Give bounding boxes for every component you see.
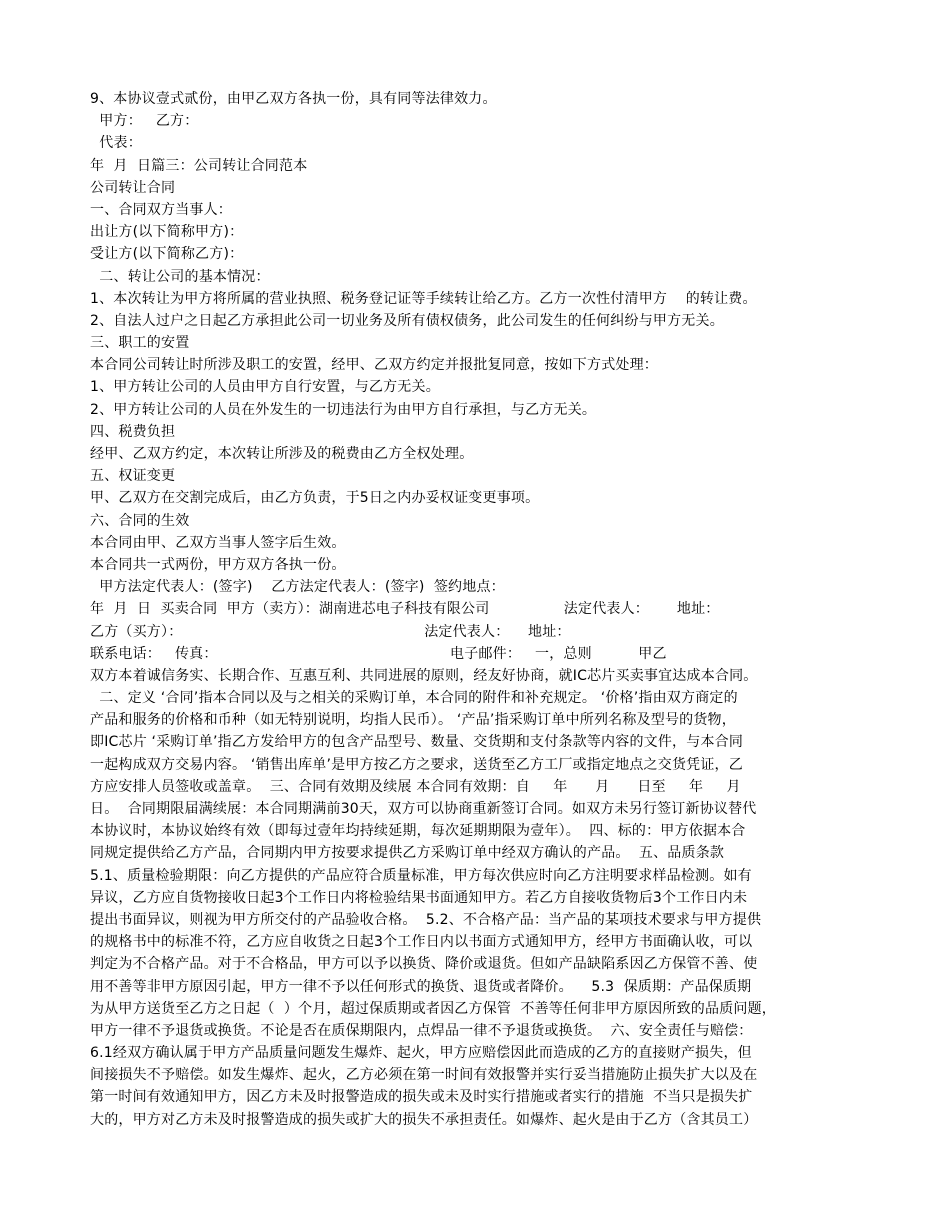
text-line: 为从甲方送货至乙方之日起（ ）个月，超过保质期或者因乙方保管 不善等任何非甲方原因所致的品质问题，: [90, 1000, 776, 1017]
text-line: 双方本着诚信务实、长期合作、互惠互利、共同进展的原则，经友好协商，就IC芯片买卖事宜达成本合同。: [90, 667, 758, 684]
text-line: 甲方一律不予退货或换货。不论是否在质保期限内，点焊品一律不予退货或换货。 六、安全责任与赔偿：: [90, 1022, 753, 1039]
text-line: 六、合同的生效: [90, 512, 190, 529]
text-line: 本合同共一式两份，甲方双方各执一份。: [90, 556, 346, 573]
text-line: 即IC芯片 ‘采购订单’指乙方发给甲方的包含产品型号、数量、交货期和支付条款等内容的文件，与本合同: [90, 734, 744, 751]
text-line: 本合同由甲、乙双方当事人签字后生效。: [90, 534, 346, 551]
text-line: 受让方(以下简称乙方)：: [90, 246, 244, 263]
text-line: 5.1、质量检验期限：向乙方提供的产品应符合质量标准，甲方每次供应时向乙方注明要求样品检测。如有: [90, 867, 752, 884]
text-line: 一起构成双方交易内容。 ‘销售出库单’是甲方按乙方之要求，送货至乙方工厂或指定地点之交货凭证，乙: [90, 756, 743, 773]
text-line: 二、定义 ‘合同’指本合同以及与之相关的采购订单，本合同的附件和补充规定。 ‘价格’指由双方商定的: [90, 690, 738, 707]
text-line: 方应安排人员签收或盖章。 三、合同有效期及续展 本合同有效期：自 年 月 日至 年 月: [90, 778, 741, 795]
text-line: 异议，乙方应自货物接收日起3个工作日内将检验结果书面通知甲方。若乙方自接收货物后3个工作日内未: [90, 889, 748, 906]
text-line: 出让方(以下简称甲方)：: [90, 224, 244, 241]
text-line: 本协议时，本协议始终有效（即每过壹年均持续延期，每次延期期限为壹年）。 四、标的：甲方依据本合: [90, 823, 746, 840]
text-line: 的规格书中的标准不符，乙方应自收货之日起3个工作日内以书面方式通知甲方，经甲方书面确认收，可以: [90, 934, 753, 951]
text-line: 1、甲方转让公司的人员由甲方自行安置，与乙方无关。: [90, 379, 440, 396]
text-line: 产品和服务的价格和币种（如无特别说明，均指人民币）。 ‘产品’指采购订单中所列名称及型号的货物，: [90, 712, 736, 729]
text-line: 同规定提供给乙方产品，合同期内甲方按要求提供乙方采购订单中经双方确认的产品。 五、品质条款: [90, 845, 725, 862]
text-line: 一、合同双方当事人：: [90, 201, 232, 218]
text-line: 2、自法人过户之日起乙方承担此公司一切业务及所有债权债务，此公司发生的任何纠纷与甲方无关。: [90, 312, 724, 329]
text-line: 日。 合同期限届满续展：本合同期满前30天，双方可以协商重新签订合同。如双方未另行签订新协议替代: [90, 801, 757, 817]
text-line: 甲、乙双方在交割完成后，由乙方负责，于5日之内办妥权证变更事项。: [90, 490, 540, 507]
text-line: 1、本次转让为甲方将所属的营业执照、税务登记证等手续转让给乙方。乙方一次性付清甲方 的转让费。: [90, 290, 757, 307]
text-line: 判定为不合格产品。对于不合格品，甲方可以予以换货、降价或退货。但如产品缺陷系因乙方保管不善、使: [90, 956, 758, 973]
text-line: 二、转让公司的基本情况：: [90, 268, 270, 285]
text-line: 2、甲方转让公司的人员在外发生的一切违法行为由甲方自行承担，与乙方无关。: [90, 401, 597, 418]
text-line: 提出书面异议，则视为甲方所交付的产品验收合格。 5.2、不合格产品：当产品的某项技术要求与甲方提供: [90, 911, 762, 928]
text-line: 代表：: [90, 135, 142, 152]
text-line: 本合同公司转让时所涉及职工的安置，经甲、乙双方约定并报批复同意，按如下方式处理：: [90, 357, 658, 374]
text-line: 6.1经双方确认属于甲方产品质量问题发生爆炸、起火，甲方应赔偿因此而造成的乙方的直接财产损失，但: [90, 1045, 752, 1062]
text-line: 9、本协议壹式贰份，由甲乙双方各执一份，具有同等法律效力。: [90, 91, 497, 107]
text-line: 甲方： 乙方：: [90, 113, 199, 130]
text-line: 大的，甲方对乙方未及时报警造成的损失或扩大的损失不承担责任。如爆炸、起火是由于乙方（含其员工）: [90, 1111, 758, 1128]
text-line: 联系电话： 传真： 电子邮件： 一，总则 甲乙: [90, 645, 667, 662]
text-line: 五、权证变更: [90, 468, 176, 485]
text-line: 甲方法定代表人：(签字) 乙方法定代表人：(签字) 签约地点：: [90, 579, 505, 596]
text-line: 年 月 日篇三：公司转让合同范本: [90, 157, 308, 174]
text-line: 用不善等非甲方原因引起，甲方一律不予以任何形式的换货、退货或者降价。 5.3 保质期：产品保质期: [90, 978, 752, 995]
text-line: 经甲、乙双方约定，本次转让所涉及的税费由乙方全权处理。: [90, 446, 474, 462]
text-line: 间接损失不予赔偿。如发生爆炸、起火，乙方必须在第一时间有效报警并实行妥当措施防止损失扩大以及在: [90, 1067, 758, 1084]
text-line: 第一时间有效通知甲方，因乙方未及时报警造成的损失或未及时实行措施或者实行的措施 不当只是损失扩: [90, 1089, 753, 1106]
text-line: 四、税费负担: [90, 423, 176, 440]
text-line: 三、职工的安置: [90, 335, 190, 352]
document-page: [90, 88, 865, 1131]
text-line: 公司转让合同: [90, 179, 176, 196]
text-line: 乙方（买方）： 法定代表人： 地址：: [90, 623, 571, 640]
text-line: 年 月 日 买卖合同 甲方（卖方）：湖南进芯电子科技有限公司 法定代表人： 地址：: [90, 601, 720, 618]
